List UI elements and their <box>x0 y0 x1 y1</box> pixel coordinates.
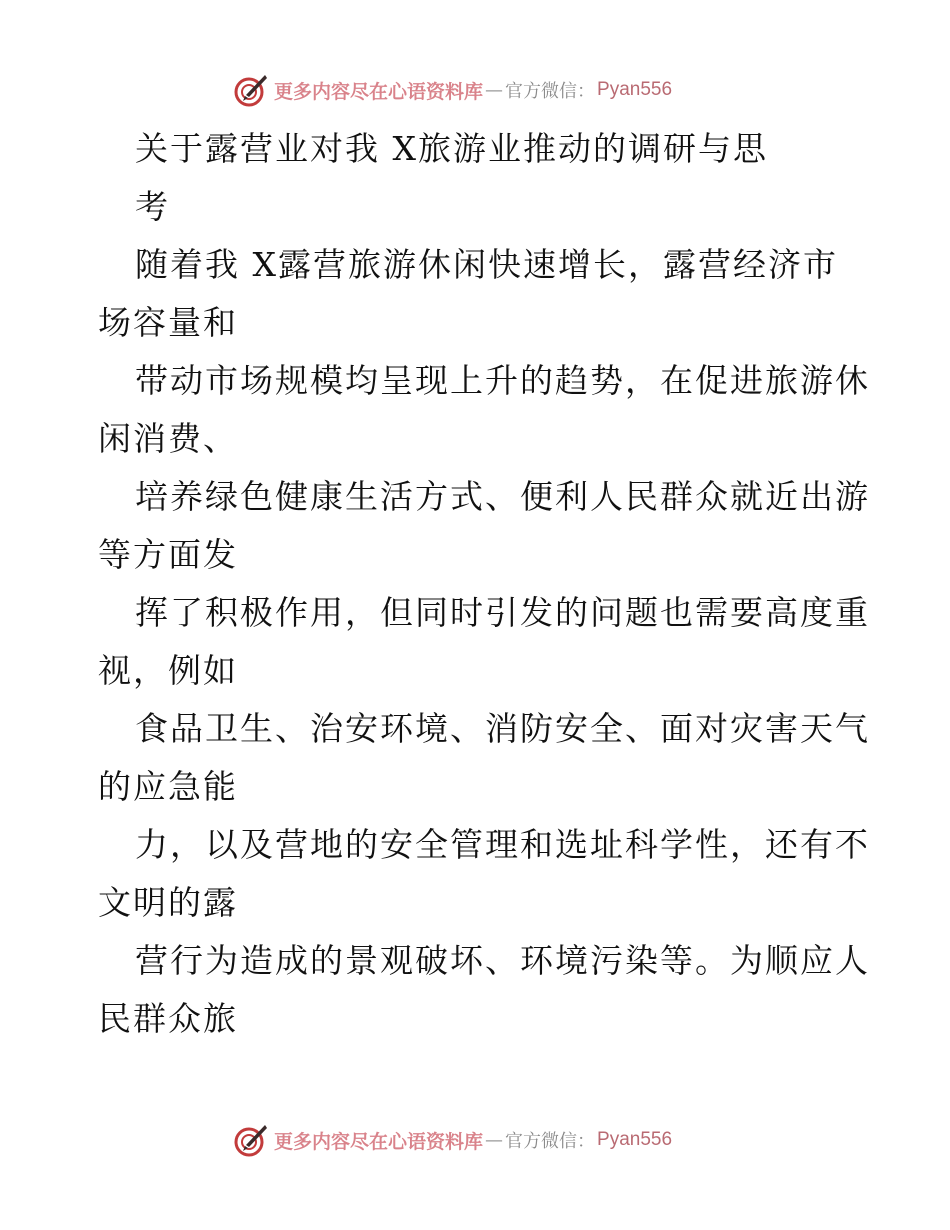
text-line: 关于露营业对我 X旅游业推动的调研与思 <box>135 129 768 168</box>
document-body <box>98 120 870 1048</box>
wechat-label: 官方微信： <box>505 1131 596 1152</box>
banner-text: 更多内容尽在心语资料库 <box>274 80 484 103</box>
text-line: 力，以及营地的安全管理和选址科学性，还有不 <box>135 825 870 864</box>
wechat-id: Pyan556 <box>597 1129 673 1150</box>
text-line: 文明的露 <box>98 883 238 922</box>
wechat-label: 官方微信： <box>505 81 596 102</box>
text-line: 随着我 X露营旅游休闲快速增长，露营经济市 <box>135 245 838 284</box>
text-line: 培养绿色健康生活方式、便利人民群众就近出游 <box>135 477 870 516</box>
quill-logo-icon <box>232 71 270 109</box>
footer-banner <box>232 1120 752 1160</box>
text-line: 视，例如 <box>98 651 238 690</box>
banner-separator: — <box>485 79 504 101</box>
quill-logo-icon <box>232 1121 270 1159</box>
text-line: 场容量和 <box>98 303 238 342</box>
header-banner <box>232 70 752 110</box>
text-line: 考 <box>135 187 170 226</box>
wechat-id: Pyan556 <box>597 79 673 100</box>
text-line: 民群众旅 <box>98 999 238 1038</box>
text-line: 挥了积极作用，但同时引发的问题也需要高度重 <box>135 593 870 632</box>
text-line: 的应急能 <box>98 767 238 806</box>
banner-separator: — <box>485 1129 504 1151</box>
text-line: 等方面发 <box>98 535 238 574</box>
text-line: 食品卫生、治安环境、消防安全、面对灾害天气 <box>135 709 870 748</box>
text-line: 营行为造成的景观破坏、环境污染等。为顺应人 <box>135 941 870 980</box>
text-line: 带动市场规模均呈现上升的趋势，在促进旅游休 <box>135 361 870 400</box>
text-line: 闲消费、 <box>98 419 238 458</box>
banner-text: 更多内容尽在心语资料库 <box>274 1130 484 1153</box>
